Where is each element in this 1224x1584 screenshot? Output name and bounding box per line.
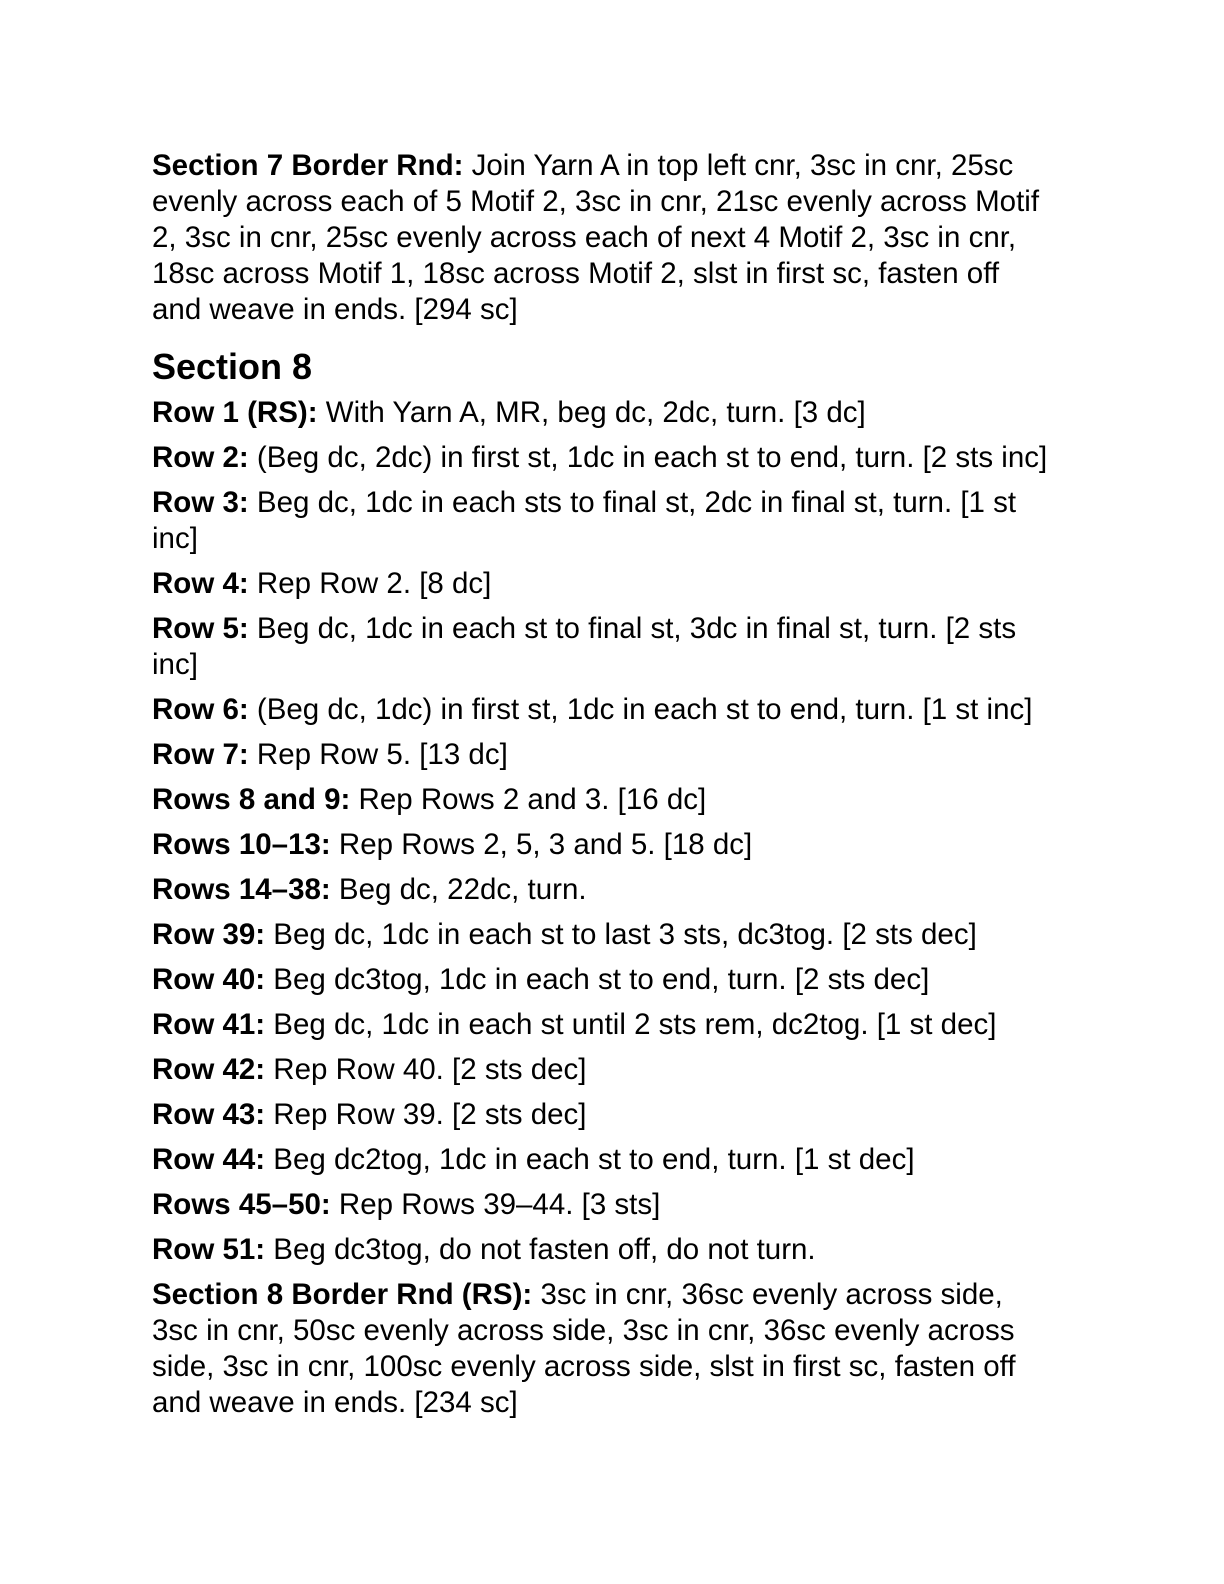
paragraph-text: Beg dc, 1dc in each st to last 3 sts, dc3tog. [2 sts dec] <box>265 918 977 951</box>
paragraph-section7-border-rnd <box>152 148 1056 328</box>
paragraph-label: Row 1 (RS): <box>152 396 318 429</box>
paragraph-text: Beg dc3tog, 1dc in each st to end, turn. [2 sts dec] <box>265 963 930 996</box>
paragraph-label: Row 40: <box>152 963 266 996</box>
paragraph-text: 3sc in cnr, 36sc evenly across side, 3sc in cnr, 50sc evenly across side, 3sc in cnr, 36sc evenly across side, 3sc in cnr, 100sc evenly across side, slst in first sc, fasten off and weave in ends. [234 sc] <box>152 1278 1016 1419</box>
paragraph-label: Rows 45–50: <box>152 1188 331 1221</box>
paragraph-text: Rep Row 5. [13 dc] <box>248 738 508 771</box>
paragraph-label: Row 44: <box>152 1143 266 1176</box>
paragraph-row-6 <box>152 692 1056 728</box>
paragraph-row-42 <box>152 1052 1056 1088</box>
paragraph-row-44 <box>152 1142 1056 1178</box>
paragraph-label: Row 43: <box>152 1098 266 1131</box>
paragraph-row-5 <box>152 611 1056 683</box>
paragraph-text: Rep Rows 2, 5, 3 and 5. [18 dc] <box>330 828 753 861</box>
paragraph-label: Row 39: <box>152 918 266 951</box>
paragraph-row-3 <box>152 485 1056 557</box>
paragraph-label: Row 51: <box>152 1233 266 1266</box>
paragraph-label: Row 5: <box>152 612 249 645</box>
paragraph-text: Rep Row 39. [2 sts dec] <box>265 1098 587 1131</box>
paragraph-row-51 <box>152 1232 1056 1268</box>
paragraph-label: Row 2: <box>152 441 249 474</box>
paragraph-text: (Beg dc, 1dc) in first st, 1dc in each st to end, turn. [1 st inc] <box>248 693 1033 726</box>
paragraph-section8-border-rnd <box>152 1277 1056 1421</box>
paragraph-rows-10-13 <box>152 827 1056 863</box>
paragraph-text: With Yarn A, MR, beg dc, 2dc, turn. [3 dc] <box>317 396 866 429</box>
paragraph-label: Rows 14–38: <box>152 873 331 906</box>
paragraph-text: Beg dc, 1dc in each st to final st, 3dc in final st, turn. [2 sts inc] <box>152 612 1017 681</box>
paragraph-text: Beg dc, 1dc in each st until 2 sts rem, dc2tog. [1 st dec] <box>265 1008 997 1041</box>
paragraph-rows-45-50 <box>152 1187 1056 1223</box>
paragraph-row-7 <box>152 737 1056 773</box>
paragraph-label: Section 7 Border Rnd: <box>152 149 464 182</box>
paragraph-row-41 <box>152 1007 1056 1043</box>
paragraph-row-2 <box>152 440 1056 476</box>
paragraph-label: Row 4: <box>152 567 249 600</box>
paragraph-label: Rows 10–13: <box>152 828 331 861</box>
paragraph-rows-14-38 <box>152 872 1056 908</box>
paragraph-text: Beg dc, 1dc in each sts to final st, 2dc in final st, turn. [1 st inc] <box>152 486 1017 555</box>
paragraph-text: Rep Rows 2 and 3. [16 dc] <box>350 783 707 816</box>
paragraph-row-39 <box>152 917 1056 953</box>
paragraph-text: Join Yarn A in top left cnr, 3sc in cnr, 25sc evenly across each of 5 Motif 2, 3sc in cnr, 21sc evenly across Motif 2, 3sc in cnr, 25sc evenly across each of next 4 Motif 2, 3sc in cnr, 18sc across Motif 1, 18sc across Motif 2, slst in first sc, fasten off and weave in ends. [294 sc] <box>152 149 1040 326</box>
paragraph-text: (Beg dc, 2dc) in first st, 1dc in each st to end, turn. [2 sts inc] <box>248 441 1048 474</box>
paragraph-label: Row 41: <box>152 1008 266 1041</box>
paragraph-label: Row 42: <box>152 1053 266 1086</box>
section-8-heading: Section 8 <box>152 346 313 387</box>
paragraph-label: Row 6: <box>152 693 249 726</box>
paragraph-row-40 <box>152 962 1056 998</box>
paragraph-text: Beg dc3tog, do not fasten off, do not turn. <box>265 1233 816 1266</box>
paragraph-text: Beg dc2tog, 1dc in each st to end, turn. [1 st dec] <box>265 1143 915 1176</box>
paragraph-text: Rep Row 2. [8 dc] <box>248 567 492 600</box>
paragraph-rows-8-9 <box>152 782 1056 818</box>
paragraph-label: Row 7: <box>152 738 249 771</box>
paragraph-row-4 <box>152 566 1056 602</box>
paragraph-text: Beg dc, 22dc, turn. <box>330 873 587 906</box>
document-content <box>152 148 1056 1421</box>
paragraph-label: Rows 8 and 9: <box>152 783 351 816</box>
paragraph-row-43 <box>152 1097 1056 1133</box>
paragraph-label: Row 3: <box>152 486 249 519</box>
paragraph-row-1 <box>152 395 1056 431</box>
paragraph-text: Rep Rows 39–44. [3 sts] <box>330 1188 661 1221</box>
paragraph-label: Section 8 Border Rnd (RS): <box>152 1278 533 1311</box>
paragraph-text: Rep Row 40. [2 sts dec] <box>265 1053 587 1086</box>
